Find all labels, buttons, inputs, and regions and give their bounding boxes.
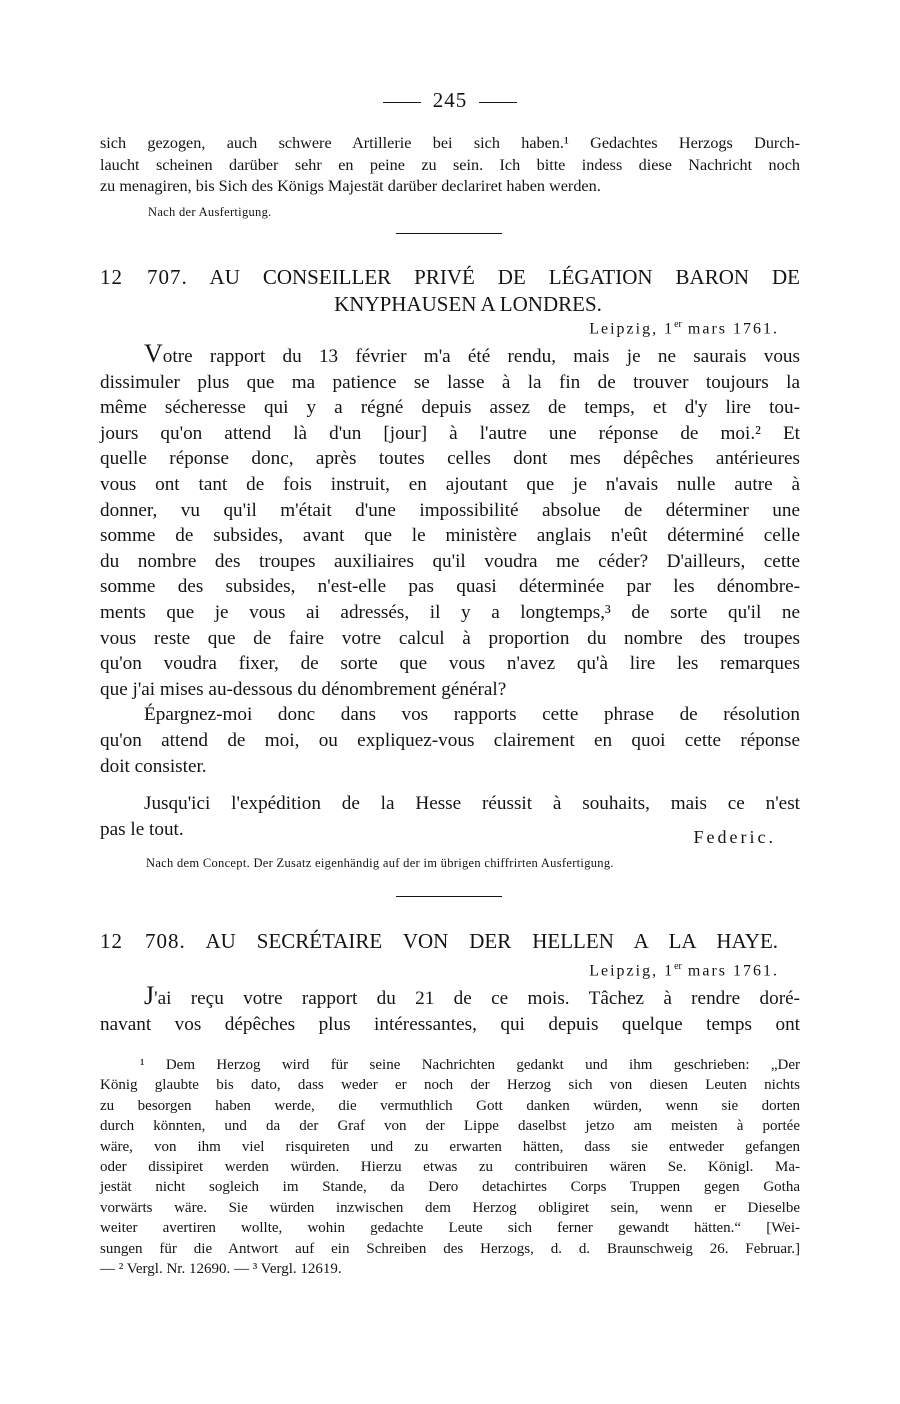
dateline (589, 319, 779, 338)
footnote-line: weiter avertiren wollte, wohin gedachte Leute sich ferner gewandt hätten.“ [Wei- (100, 1220, 800, 1237)
text-line: vous ont tant de fois instruit, en ajoutant que je n'avais nulle autre à (100, 473, 800, 495)
text-line: du nombre des troupes auxiliaires qu'il voudra me céder? D'ailleurs, cette (100, 550, 800, 572)
footnotes (100, 1055, 800, 1279)
page-header (0, 88, 900, 113)
text-line: que j'ai mises au-dessous du dénombrement général? (100, 678, 507, 700)
letter-title: AU SECRÉTAIRE VON DER HELLEN A LA HAYE. (205, 929, 779, 953)
text-line: somme des subsides, n'est-elle pas quasi déterminée par les dénombre- (100, 576, 800, 598)
dateline-date: mars 1761. (687, 320, 779, 338)
separator-rule (396, 233, 502, 234)
footnote-line: jestät nicht sogleich im Stande, da Dero detachirtes Corps Truppen gegen Gotha (100, 1179, 800, 1196)
text-line: jours qu'on attend là d'un [jour] à l'autre une réponse de moi.² Et (100, 422, 800, 444)
letter-heading (100, 264, 800, 318)
header-dash-left (383, 102, 421, 103)
letter-title-line (100, 264, 800, 291)
continuation-paragraph (100, 133, 800, 198)
letter-heading (100, 928, 800, 955)
dateline (589, 961, 779, 980)
separator-rule (396, 896, 502, 897)
source-note: Nach dem Concept. Der Zusatz eigenhändig auf der im übrigen chiffrirten Ausfertigung. (146, 856, 614, 870)
text-line: dissimuler plus que ma patience se lasse à la fin de trouver toujours la (100, 371, 800, 393)
page-number: 245 (432, 88, 468, 112)
text-line: même sécheresse qui y a régné depuis assez de temps, et d'y lire tou- (100, 397, 800, 419)
text-line: Épargnez-moi donc dans vos rapports cette phrase de résolution (144, 704, 800, 726)
text-line: ments que je vous ai adressés, il y a longtemps,³ de sorte qu'il ne (100, 601, 800, 623)
text-line: laucht scheinen darüber sehr en peine zu sein. Ich bitte indess diese Nachricht noch (100, 155, 800, 174)
text-line: sich gezogen, auch schwere Artillerie bei sich haben.¹ Gedachtes Herzogs Durch- (100, 134, 800, 152)
dateline-day: 1 (664, 320, 675, 338)
letter-title-line (100, 928, 800, 955)
text-line: J'ai reçu votre rapport du 21 de ce mois. Tâchez à rendre doré- (144, 981, 800, 1010)
letter-number: 12 708. (100, 929, 186, 953)
dateline-place: Leipzig, (589, 962, 659, 980)
footnote-line: vorwärts wäre. Sie würden inzwischen dem Herzog obligiret sein, wenn er Dieselbe (100, 1199, 800, 1216)
text-line: zu menagiren, bis Sich des Königs Majestät darüber declariret haben werden. (100, 177, 601, 195)
signature: Federic. (693, 827, 776, 847)
footnote-line: König glaubte bis dato, dass weder er noch der Herzog sich von diesen Leuten nichts (100, 1077, 800, 1094)
letter-number: 12 707. (100, 265, 188, 289)
text-line: quelle réponse donc, après toutes celles dont mes dépêches antérieures (100, 448, 800, 470)
dateline-sup: er (674, 319, 682, 330)
dateline-place: Leipzig, (589, 320, 659, 338)
letter-body (100, 981, 800, 1037)
footnote-line: ¹ Dem Herzog wird für seine Nachrichten gedankt und ihm geschrieben: „Der (140, 1057, 800, 1073)
initial-letter: V (144, 339, 163, 368)
text-line: Jusqu'ici l'expédition de la Hesse réussit à souhaits, mais ce n'est (144, 793, 800, 815)
footnote-line: wäre, von ihm viel risquireten und zu erwarten hätten, dass sie entweder gefangen (100, 1138, 800, 1155)
text-line: navant vos dépêches plus intéressantes, qui depuis quelque temps ont (100, 1013, 800, 1035)
text-line: vous reste que de faire votre calcul à proportion du nombre des troupes (100, 627, 800, 649)
text-line: Votre rapport du 13 février m'a été rendu, mais je ne saurais vous (144, 339, 800, 368)
text-line: pas le tout. (100, 818, 184, 840)
initial-letter: J (144, 981, 155, 1010)
footnote-line: sungen für die Antwort auf ein Schreiben des Herzogs, d. d. Braunschweig 26. Februar.] (100, 1240, 800, 1257)
footnote-line: oder dissipiret werden würden. Hierzu etwas zu contribuiren wären Se. Königl. Ma- (100, 1159, 800, 1176)
letter-body (100, 339, 800, 842)
text-line: qu'on attend de moi, ou expliquez-vous clairement en quoi cette réponse (100, 729, 800, 751)
source-note: Nach der Ausfertigung. (148, 205, 272, 219)
footnote-line: zu besorgen haben werde, die vermuthlich Gott danken würden, wenn sie dorten (100, 1097, 800, 1114)
dateline-day: 1 (664, 962, 675, 980)
footnote-line: — ² Vergl. Nr. 12690. — ³ Vergl. 12619. (100, 1261, 342, 1278)
header-dash-right (479, 102, 517, 103)
footnote-line: durch könnten, und da der Graf von der Lippe daselbst jetzo am meisten à portée (100, 1118, 800, 1135)
text-line: donner, vu qu'il m'était d'une impossibilité absolue de déterminer une (100, 499, 800, 521)
text-line: doit consister. (100, 755, 207, 777)
dateline-date: mars 1761. (687, 962, 779, 980)
letter-title: AU CONSEILLER PRIVÉ DE LÉGATION BARON DE (209, 265, 801, 289)
dateline-sup: er (674, 961, 682, 972)
text-line: somme de subsides, avant que le ministère anglais n'eût déterminé celle (100, 525, 800, 547)
text-line: qu'on voudra fixer, de sorte que vous n'avez qu'à lire les remarques (100, 653, 800, 675)
letter-title-line-2: KNYPHAUSEN A LONDRES. (334, 292, 602, 316)
